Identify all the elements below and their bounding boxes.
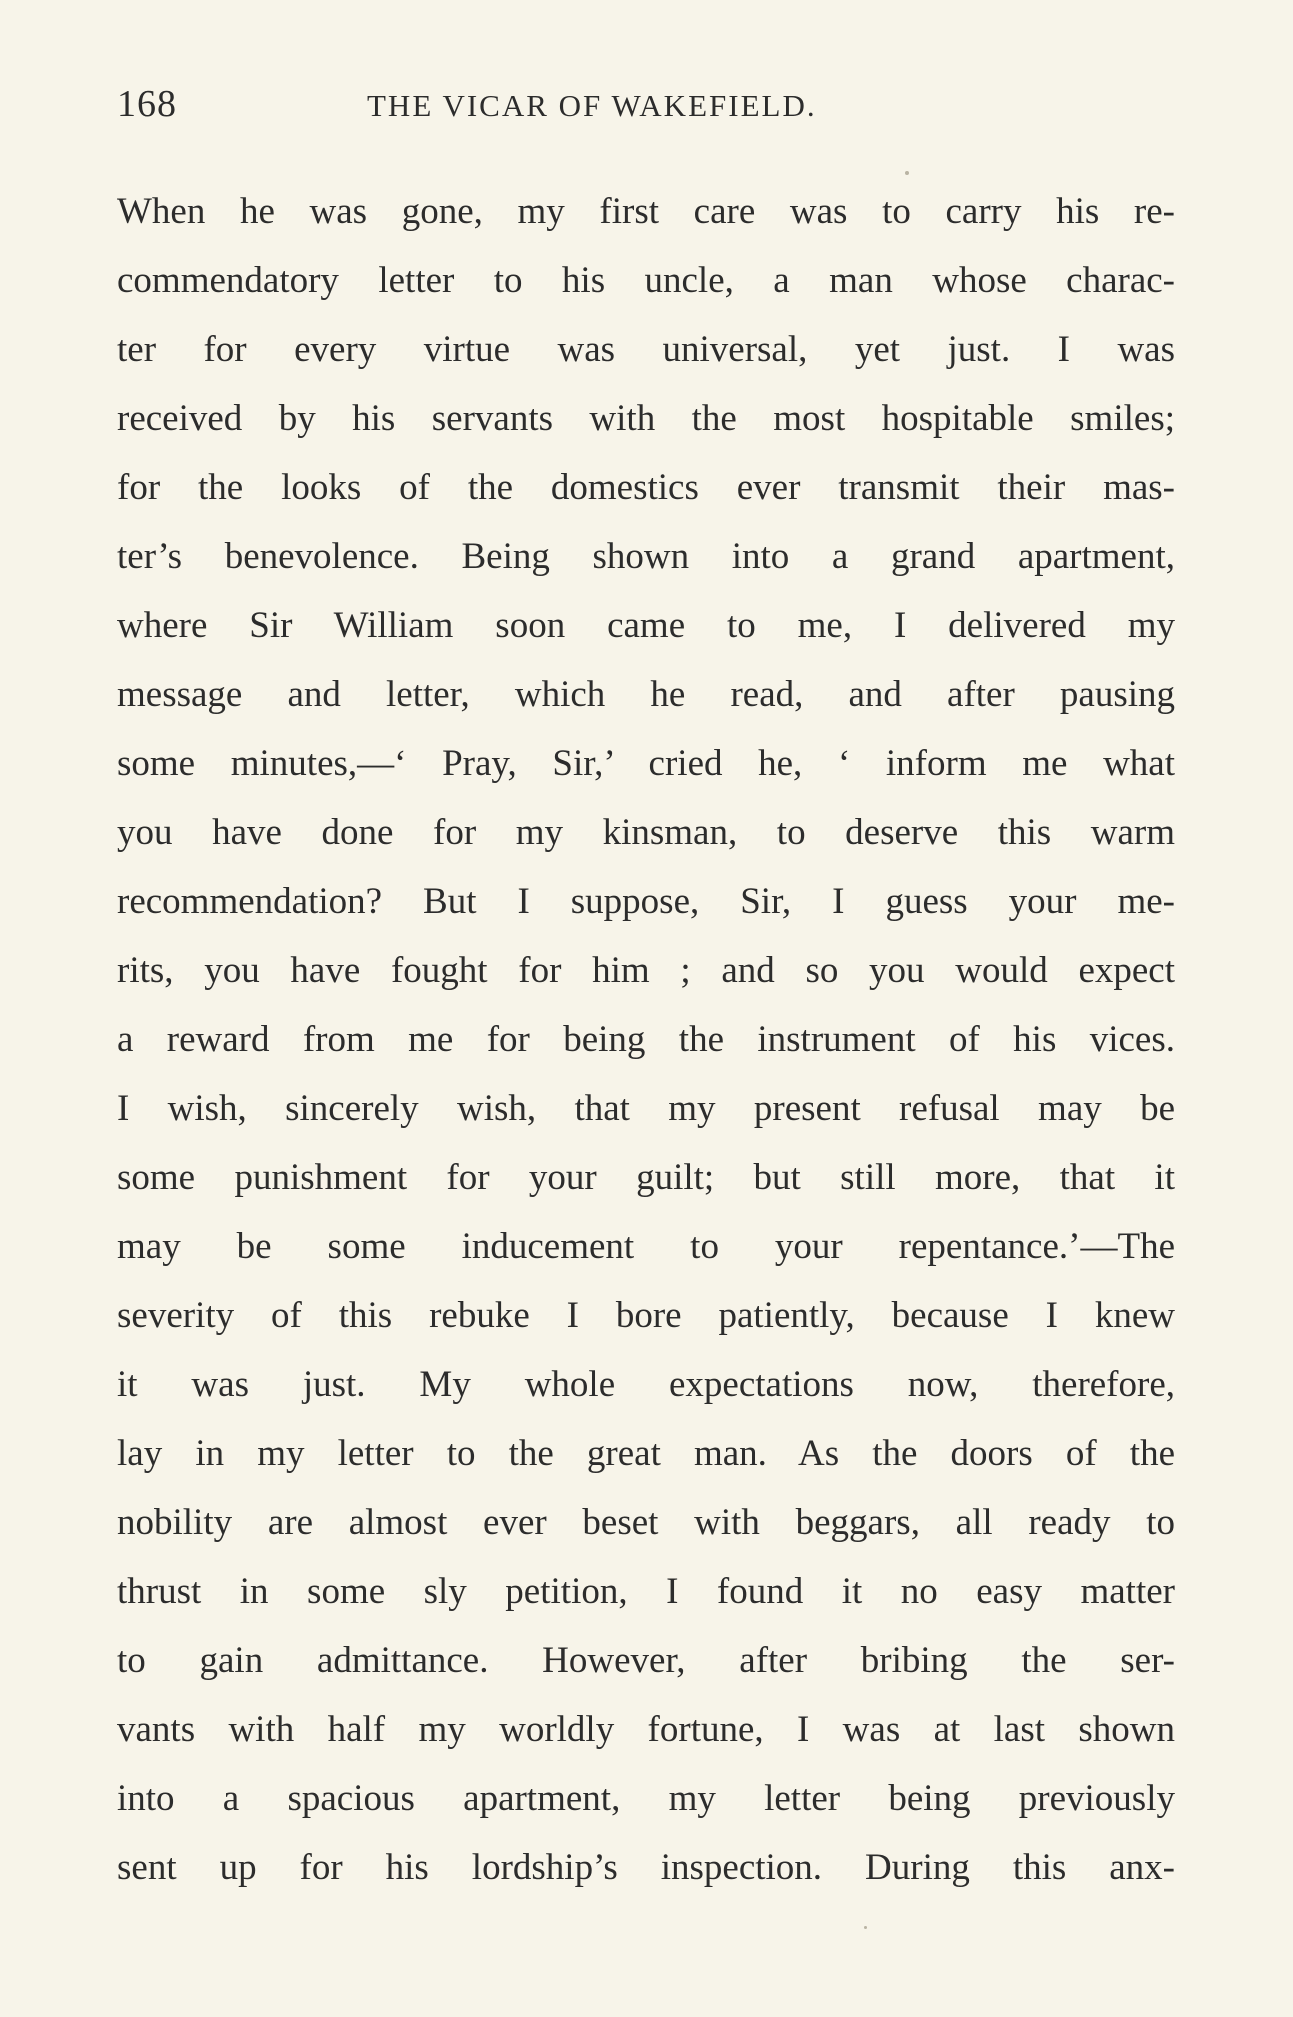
text-line: it was just. My whole expectations now, therefore, <box>117 1364 1175 1405</box>
text-line: received by his servants with the most hospitable smiles; <box>117 398 1175 439</box>
print-speck <box>905 171 909 175</box>
text-line: sent up for his lordship’s inspection. During this anx- <box>117 1847 1175 1888</box>
text-line: rits, you have fought for him ; and so you would expect <box>117 950 1175 991</box>
page-header <box>117 82 1175 132</box>
text-line: ter for every virtue was universal, yet just. I was <box>117 329 1175 370</box>
text-line: commendatory letter to his uncle, a man whose charac- <box>117 260 1175 301</box>
text-line: for the looks of the domestics ever transmit their mas- <box>117 467 1175 508</box>
text-line: some minutes,—‘ Pray, Sir,’ cried he, ‘ inform me what <box>117 743 1175 784</box>
text-line: to gain admittance. However, after bribing the ser- <box>117 1640 1175 1681</box>
body-text <box>117 177 1175 1902</box>
page-number: 168 <box>117 83 177 125</box>
text-line: nobility are almost ever beset with beggars, all ready to <box>117 1502 1175 1543</box>
running-title: THE VICAR OF WAKEFIELD. <box>367 88 817 123</box>
print-speck <box>864 1926 867 1929</box>
text-line: vants with half my worldly fortune, I was at last shown <box>117 1709 1175 1750</box>
text-line: into a spacious apartment, my letter being previously <box>117 1778 1175 1819</box>
text-line: severity of this rebuke I bore patiently, because I knew <box>117 1295 1175 1336</box>
text-line: you have done for my kinsman, to deserve this warm <box>117 812 1175 853</box>
text-line: a reward from me for being the instrument of his vices. <box>117 1019 1175 1060</box>
text-line: may be some inducement to your repentance.’—The <box>117 1226 1175 1267</box>
text-line: message and letter, which he read, and after pausing <box>117 674 1175 715</box>
text-line: recommendation? But I suppose, Sir, I guess your me- <box>117 881 1175 922</box>
text-line: lay in my letter to the great man. As the doors of the <box>117 1433 1175 1474</box>
text-line: I wish, sincerely wish, that my present refusal may be <box>117 1088 1175 1129</box>
text-line: where Sir William soon came to me, I delivered my <box>117 605 1175 646</box>
text-line: thrust in some sly petition, I found it no easy matter <box>117 1571 1175 1612</box>
text-line: When he was gone, my first care was to carry his re- <box>117 191 1175 232</box>
text-line: some punishment for your guilt; but still more, that it <box>117 1157 1175 1198</box>
text-line: ter’s benevolence. Being shown into a grand apartment, <box>117 536 1175 577</box>
